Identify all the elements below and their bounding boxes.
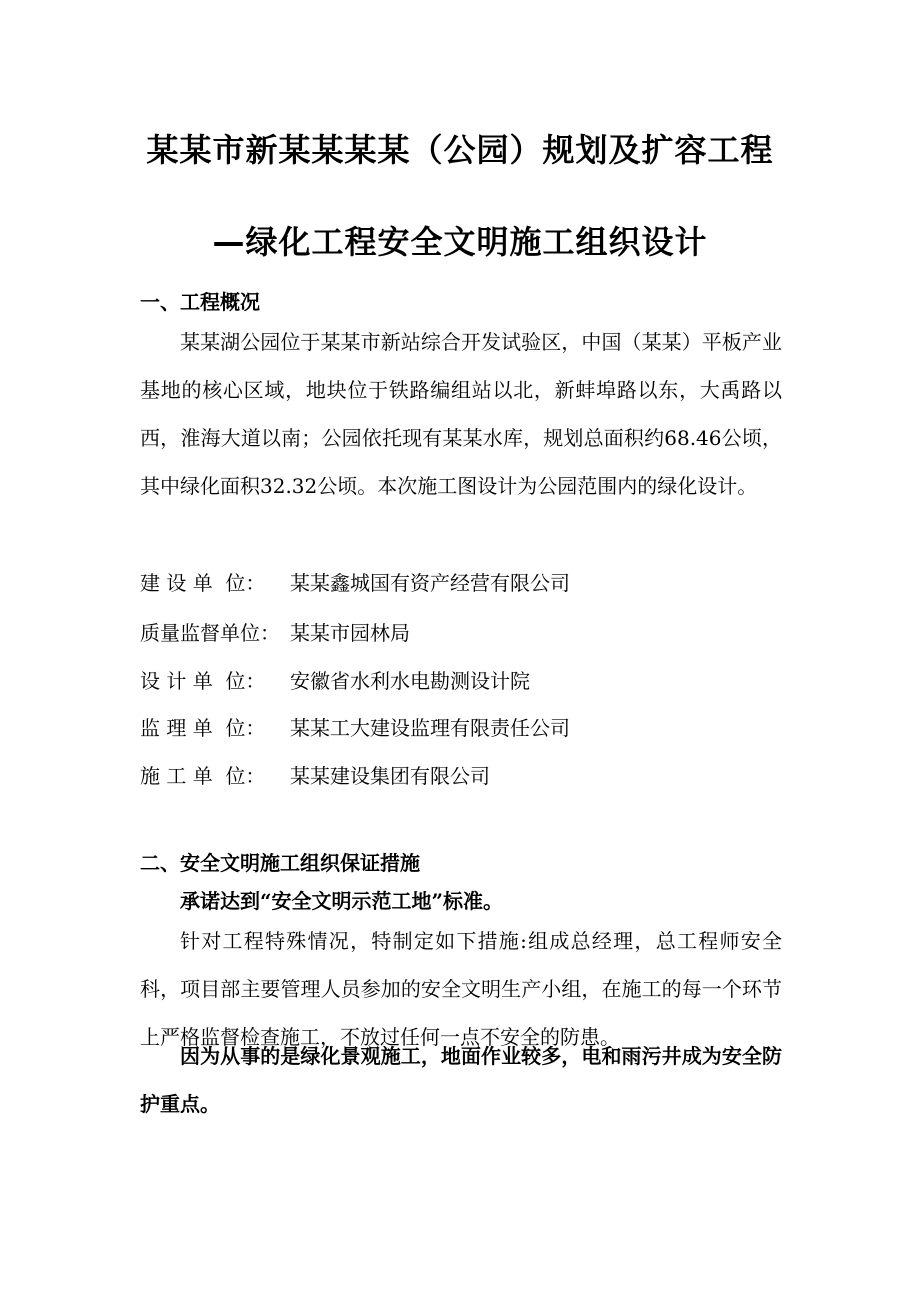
- info-row-construction-unit: [140, 570, 570, 596]
- info-row-supervision-unit: [140, 715, 570, 741]
- info-label: 建 设 单 位：: [140, 571, 266, 595]
- info-value: 某某市园林局: [290, 621, 410, 645]
- info-row-design-unit: [140, 668, 530, 694]
- info-label: 监 理 单 位：: [140, 716, 266, 740]
- section1-paragraph: 某某湖公园位于某某市新站综合开发试验区，中国（某某）平板产业基地的核心区域，地块位于铁路编组站以北，新蚌埠路以东，大禹路以西，淮海大道以南；公园依托现有某某水库，规划总面积约68.46公顷，其中绿化面积32.32公顷。本次施工图设计为公园范围内的绿化设计。: [140, 330, 782, 498]
- info-row-builder-unit: [140, 763, 490, 789]
- section2-paragraph2: 因为从事的是绿化景观施工，地面作业较多，电和雨污井成为安全防护重点。: [140, 1044, 782, 1116]
- info-label: 施 工 单 位：: [140, 764, 266, 788]
- document-title-line2: —绿化工程安全文明施工组织设计: [212, 223, 708, 261]
- section1-heading: 一、工程概况: [140, 290, 260, 314]
- info-row-quality-supervision: [140, 620, 410, 646]
- document-title-line1: 某某市新某某某某（公园）规划及扩容工程: [146, 131, 774, 169]
- section2-heading: 二、安全文明施工组织保证措施: [140, 851, 420, 875]
- info-label: 设 计 单 位：: [140, 669, 266, 693]
- info-value: 某某工大建设监理有限责任公司: [290, 716, 570, 740]
- info-label: 质量监督单位：: [140, 621, 280, 645]
- info-value: 安徽省水利水电勘测设计院: [290, 669, 530, 693]
- section2-paragraph1: 针对工程特殊情况，特制定如下措施:组成总经理，总工程师安全科，项目部主要管理人员参加的安全文明生产小组，在施工的每一个环节上严格监督检查施工，不放过任何一点不安全的防患。: [140, 929, 782, 1049]
- section2-commitment: 承诺达到“安全文明示范工地”标准。: [180, 889, 504, 913]
- info-value: 某某鑫城国有资产经营有限公司: [290, 571, 570, 595]
- info-value: 某某建设集团有限公司: [290, 764, 490, 788]
